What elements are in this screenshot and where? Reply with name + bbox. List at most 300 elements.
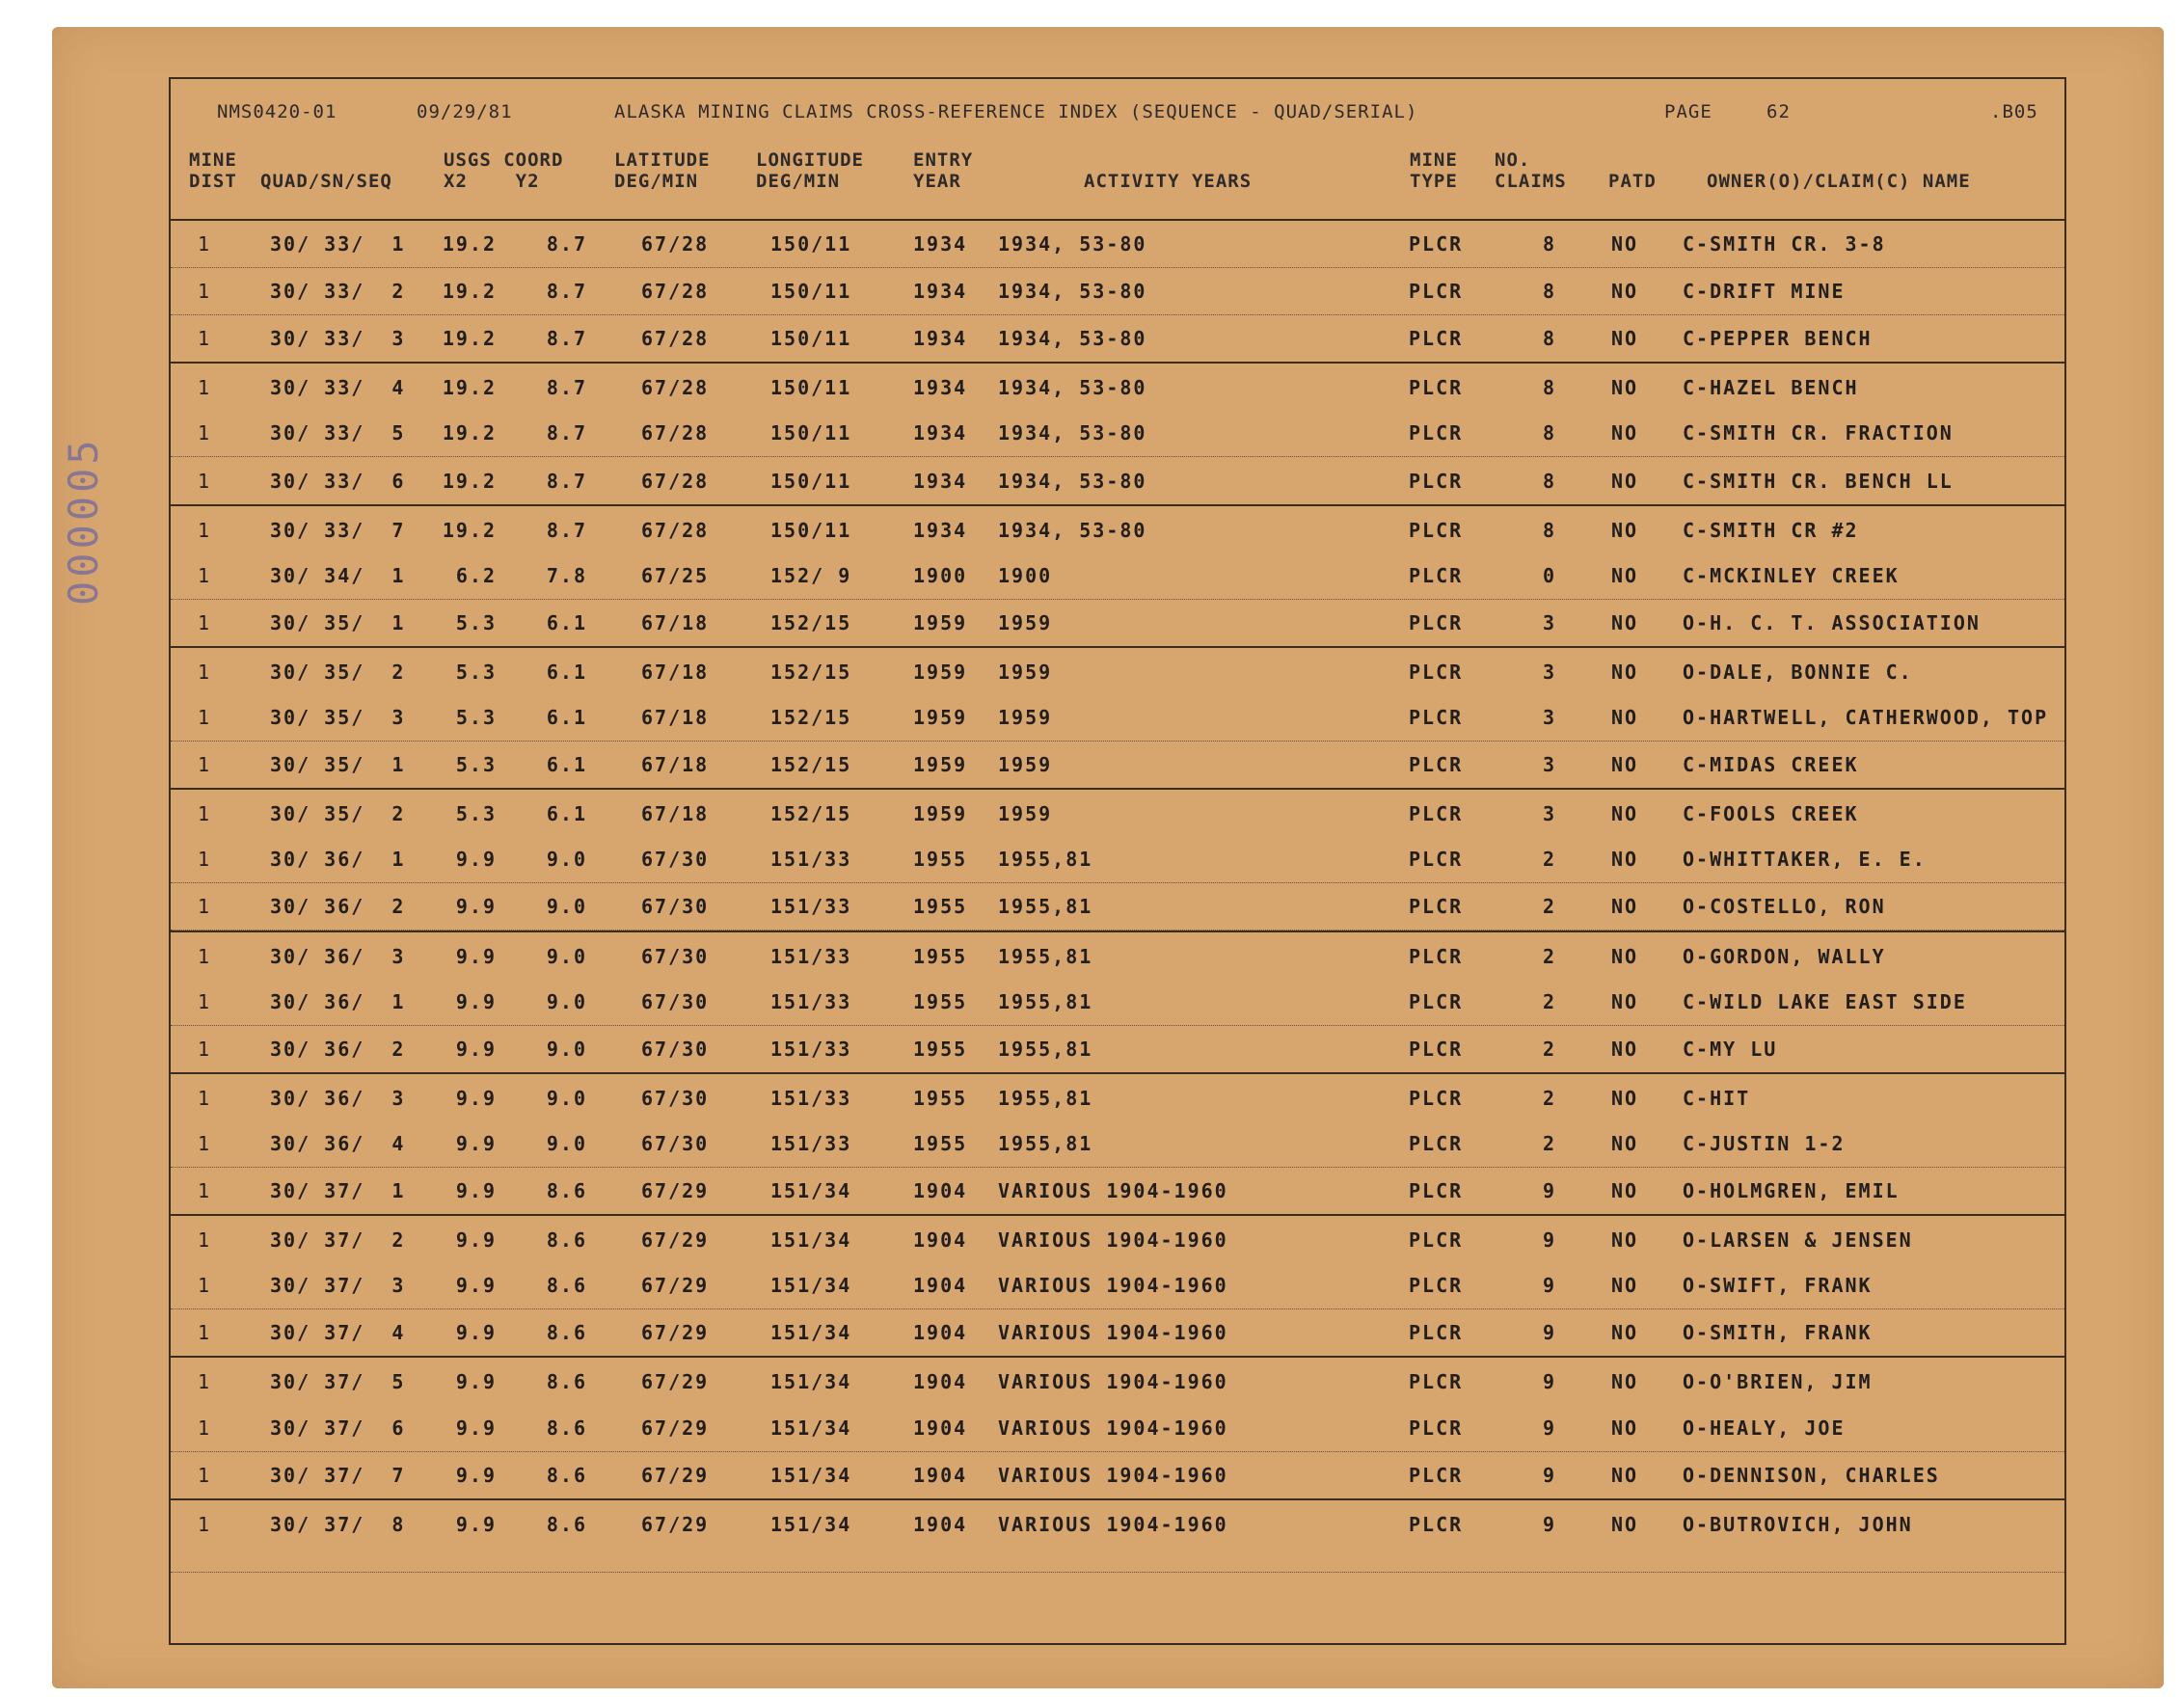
mine-dist: 1 [198, 1512, 212, 1536]
quad-serial: 30/ 36/ 2 [270, 895, 406, 919]
usgs-x2: 19.2 [442, 421, 497, 445]
entry-year: 1934 [913, 280, 968, 304]
entry-year: 1904 [913, 1228, 968, 1253]
owner-claim-name: O-DALE, BONNIE C. [1683, 660, 1913, 684]
claims-count: 9 [1542, 1512, 1557, 1536]
mine-type: PLCR [1409, 280, 1464, 304]
report-date: 09/29/81 [417, 101, 513, 122]
activity-years: 1955,81 [998, 848, 1093, 872]
quad-serial: 30/ 36/ 4 [270, 1131, 406, 1155]
owner-claim-name: O-SWIFT, FRANK [1683, 1274, 1873, 1298]
longitude: 152/ 9 [770, 563, 852, 587]
claims-count: 8 [1542, 327, 1557, 351]
table-row [171, 741, 2064, 789]
mine-dist: 1 [198, 1228, 212, 1253]
col-entry-year: ENTRY YEAR [913, 149, 974, 192]
patented: NO [1611, 753, 1639, 777]
table-row [171, 693, 2064, 742]
table-row [171, 1072, 2064, 1121]
latitude: 67/30 [641, 1086, 710, 1110]
activity-years: VARIOUS 1904-1960 [998, 1179, 1228, 1202]
col-quad: QUAD/SN/SEQ [260, 171, 392, 192]
entry-year: 1955 [913, 895, 968, 919]
claims-count: 9 [1542, 1179, 1557, 1202]
usgs-x2: 6.2 [455, 563, 497, 587]
usgs-y2: 6.1 [546, 660, 587, 684]
quad-serial: 30/ 37/ 1 [270, 1179, 406, 1202]
col-usgs-coord: USGS COORD X2 Y2 [444, 149, 564, 192]
usgs-x2: 9.9 [455, 1086, 497, 1110]
mine-dist: 1 [198, 232, 212, 256]
longitude: 151/33 [770, 1037, 852, 1061]
owner-claim-name: C-MY LU [1683, 1037, 1778, 1061]
longitude: 150/11 [770, 280, 852, 304]
mine-type: PLCR [1409, 1321, 1464, 1345]
owner-claim-name: O-COSTELLO, RON [1683, 895, 1886, 919]
entry-year: 1934 [913, 421, 968, 445]
usgs-x2: 9.9 [455, 895, 497, 919]
mine-type: PLCR [1409, 848, 1464, 872]
claims-count: 8 [1542, 469, 1557, 493]
longitude: 151/34 [770, 1370, 852, 1394]
usgs-y2: 6.1 [546, 802, 587, 826]
longitude: 151/34 [770, 1321, 852, 1345]
usgs-x2: 19.2 [442, 280, 497, 304]
longitude: 151/33 [770, 944, 852, 968]
entry-year: 1955 [913, 1131, 968, 1155]
usgs-y2: 8.7 [546, 421, 587, 445]
entry-year: 1959 [913, 706, 968, 729]
owner-claim-name: C-HAZEL BENCH [1683, 376, 1859, 400]
latitude: 67/28 [641, 421, 710, 445]
entry-year: 1904 [913, 1274, 968, 1298]
latitude: 67/29 [641, 1370, 710, 1394]
latitude: 67/29 [641, 1179, 710, 1202]
owner-claim-name: O-HOLMGREN, EMIL [1683, 1179, 1900, 1202]
usgs-y2: 9.0 [546, 944, 587, 968]
table-row [171, 409, 2064, 457]
owner-claim-name: O-DENNISON, CHARLES [1683, 1463, 1940, 1487]
latitude: 67/30 [641, 944, 710, 968]
page-label: PAGE [1664, 101, 1712, 122]
longitude: 152/15 [770, 802, 852, 826]
owner-claim-name: O-HARTWELL, CATHERWOOD, TOP [1683, 706, 2049, 729]
quad-serial: 30/ 37/ 6 [270, 1416, 406, 1440]
activity-years: VARIOUS 1904-1960 [998, 1512, 1228, 1536]
activity-years: VARIOUS 1904-1960 [998, 1416, 1228, 1440]
usgs-x2: 5.3 [455, 753, 497, 777]
table-row [171, 1025, 2064, 1073]
usgs-x2: 9.9 [455, 1512, 497, 1536]
patented: NO [1611, 421, 1639, 445]
usgs-x2: 5.3 [455, 706, 497, 729]
quad-serial: 30/ 33/ 7 [270, 518, 406, 542]
mine-dist: 1 [198, 1274, 212, 1298]
mine-dist: 1 [198, 1086, 212, 1110]
usgs-y2: 6.1 [546, 706, 587, 729]
patented: NO [1611, 706, 1639, 729]
col-patd: PATD [1608, 171, 1657, 192]
claims-count: 8 [1542, 518, 1557, 542]
page-number: 62 [1766, 101, 1791, 122]
longitude: 152/15 [770, 610, 852, 634]
quad-serial: 30/ 37/ 8 [270, 1512, 406, 1536]
mine-dist: 1 [198, 469, 212, 493]
owner-claim-name: O-HEALY, JOE [1683, 1416, 1846, 1440]
mine-type: PLCR [1409, 1228, 1464, 1253]
usgs-x2: 19.2 [442, 469, 497, 493]
entry-year: 1934 [913, 376, 968, 400]
patented: NO [1611, 1370, 1639, 1394]
mine-dist: 1 [198, 895, 212, 919]
mine-type: PLCR [1409, 989, 1464, 1013]
mine-type: PLCR [1409, 1086, 1464, 1110]
page-stamp: 000005 [60, 436, 107, 606]
mine-type: PLCR [1409, 1274, 1464, 1298]
table-row [171, 552, 2064, 600]
entry-year: 1904 [913, 1463, 968, 1487]
longitude: 150/11 [770, 518, 852, 542]
claims-count: 2 [1542, 989, 1557, 1013]
usgs-y2: 8.6 [546, 1321, 587, 1345]
latitude: 67/28 [641, 327, 710, 351]
activity-years: VARIOUS 1904-1960 [998, 1274, 1228, 1298]
usgs-y2: 8.7 [546, 376, 587, 400]
activity-years: VARIOUS 1904-1960 [998, 1370, 1228, 1394]
patented: NO [1611, 563, 1639, 587]
mine-dist: 1 [198, 610, 212, 634]
mine-type: PLCR [1409, 563, 1464, 587]
entry-year: 1934 [913, 327, 968, 351]
mine-type: PLCR [1409, 376, 1464, 400]
table-row [171, 1404, 2064, 1452]
col-activity-years: ACTIVITY YEARS [1084, 171, 1253, 192]
quad-serial: 30/ 34/ 1 [270, 563, 406, 587]
col-latitude: LATITUDE DEG/MIN [614, 149, 711, 192]
mine-dist: 1 [198, 327, 212, 351]
latitude: 67/25 [641, 563, 710, 587]
latitude: 67/28 [641, 280, 710, 304]
activity-years: 1934, 53-80 [998, 280, 1147, 304]
quad-serial: 30/ 33/ 6 [270, 469, 406, 493]
activity-years: 1955,81 [998, 895, 1093, 919]
latitude: 67/18 [641, 802, 710, 826]
longitude: 151/34 [770, 1416, 852, 1440]
table-row [171, 930, 2064, 980]
col-owner: OWNER(O)/CLAIM(C) NAME [1707, 171, 1971, 192]
patented: NO [1611, 1037, 1639, 1061]
activity-years: 1934, 53-80 [998, 232, 1147, 256]
table-row [171, 362, 2064, 411]
owner-claim-name: C-FOOLS CREEK [1683, 802, 1859, 826]
entry-year: 1955 [913, 848, 968, 872]
patented: NO [1611, 376, 1639, 400]
usgs-y2: 8.7 [546, 327, 587, 351]
patented: NO [1611, 1463, 1639, 1487]
claims-count: 9 [1542, 1416, 1557, 1440]
claims-count: 9 [1542, 1370, 1557, 1394]
longitude: 151/33 [770, 848, 852, 872]
mine-dist: 1 [198, 421, 212, 445]
table-row [171, 457, 2064, 505]
latitude: 67/30 [641, 989, 710, 1013]
mine-dist: 1 [198, 802, 212, 826]
table-row [171, 1261, 2064, 1309]
mine-type: PLCR [1409, 895, 1464, 919]
activity-years: 1959 [998, 753, 1053, 777]
owner-claim-name: O-WHITTAKER, E. E. [1683, 848, 1927, 872]
latitude: 67/29 [641, 1274, 710, 1298]
claims-count: 3 [1542, 753, 1557, 777]
latitude: 67/28 [641, 469, 710, 493]
entry-year: 1934 [913, 232, 968, 256]
owner-claim-name: C-JUSTIN 1-2 [1683, 1131, 1846, 1155]
owner-claim-name: C-SMITH CR #2 [1683, 518, 1859, 542]
table-row [171, 220, 2064, 268]
usgs-y2: 8.7 [546, 232, 587, 256]
latitude: 67/29 [641, 1228, 710, 1253]
owner-claim-name: C-MCKINLEY CREEK [1683, 563, 1900, 587]
usgs-y2: 9.0 [546, 1086, 587, 1110]
entry-year: 1955 [913, 944, 968, 968]
mine-type: PLCR [1409, 327, 1464, 351]
quad-serial: 30/ 37/ 7 [270, 1463, 406, 1487]
usgs-y2: 9.0 [546, 848, 587, 872]
table-row [171, 1356, 2064, 1405]
activity-years: VARIOUS 1904-1960 [998, 1463, 1228, 1487]
usgs-y2: 9.0 [546, 1131, 587, 1155]
longitude: 150/11 [770, 232, 852, 256]
mine-dist: 1 [198, 753, 212, 777]
latitude: 67/18 [641, 610, 710, 634]
table-row [171, 835, 2064, 883]
patented: NO [1611, 610, 1639, 634]
activity-years: 1955,81 [998, 1037, 1093, 1061]
latitude: 67/29 [641, 1463, 710, 1487]
activity-years: 1959 [998, 706, 1053, 729]
quad-serial: 30/ 35/ 1 [270, 753, 406, 777]
latitude: 67/30 [641, 895, 710, 919]
longitude: 150/11 [770, 376, 852, 400]
owner-claim-name: C-HIT [1683, 1086, 1751, 1110]
usgs-x2: 9.9 [455, 944, 497, 968]
mine-type: PLCR [1409, 660, 1464, 684]
usgs-y2: 8.6 [546, 1370, 587, 1394]
patented: NO [1611, 232, 1639, 256]
quad-serial: 30/ 36/ 3 [270, 1086, 406, 1110]
report-id: NMS0420-01 [217, 101, 337, 122]
activity-years: 1955,81 [998, 989, 1093, 1013]
owner-claim-name: C-SMITH CR. BENCH LL [1683, 469, 1954, 493]
patented: NO [1611, 660, 1639, 684]
quad-serial: 30/ 33/ 5 [270, 421, 406, 445]
mine-type: PLCR [1409, 1416, 1464, 1440]
usgs-y2: 9.0 [546, 895, 587, 919]
usgs-x2: 19.2 [442, 518, 497, 542]
longitude: 151/33 [770, 1131, 852, 1155]
claims-count: 0 [1542, 563, 1557, 587]
mine-type: PLCR [1409, 232, 1464, 256]
patented: NO [1611, 1131, 1639, 1155]
entry-year: 1934 [913, 518, 968, 542]
owner-claim-name: O-LARSEN & JENSEN [1683, 1228, 1913, 1253]
latitude: 67/30 [641, 1037, 710, 1061]
owner-claim-name: C-SMITH CR. FRACTION [1683, 421, 1954, 445]
activity-years: 1955,81 [998, 1131, 1093, 1155]
patented: NO [1611, 1512, 1639, 1536]
claims-count: 2 [1542, 1086, 1557, 1110]
claims-count: 3 [1542, 610, 1557, 634]
claims-count: 2 [1542, 895, 1557, 919]
quad-serial: 30/ 37/ 5 [270, 1370, 406, 1394]
claims-count: 8 [1542, 232, 1557, 256]
entry-year: 1934 [913, 469, 968, 493]
patented: NO [1611, 280, 1639, 304]
patented: NO [1611, 895, 1639, 919]
mine-dist: 1 [198, 1416, 212, 1440]
latitude: 67/28 [641, 232, 710, 256]
mine-dist: 1 [198, 848, 212, 872]
claims-count: 2 [1542, 1131, 1557, 1155]
claims-count: 9 [1542, 1274, 1557, 1298]
usgs-y2: 9.0 [546, 1037, 587, 1061]
latitude: 67/29 [641, 1321, 710, 1345]
quad-serial: 30/ 35/ 2 [270, 660, 406, 684]
entry-year: 1959 [913, 660, 968, 684]
usgs-x2: 9.9 [455, 1416, 497, 1440]
longitude: 151/33 [770, 1086, 852, 1110]
claims-count: 3 [1542, 802, 1557, 826]
patented: NO [1611, 518, 1639, 542]
table-row [171, 314, 2064, 363]
activity-years: 1934, 53-80 [998, 376, 1147, 400]
activity-years: 1955,81 [998, 944, 1093, 968]
mine-type: PLCR [1409, 1512, 1464, 1536]
table-row [171, 504, 2064, 553]
patented: NO [1611, 1274, 1639, 1298]
owner-claim-name: O-BUTROVICH, JOHN [1683, 1512, 1913, 1536]
longitude: 151/34 [770, 1463, 852, 1487]
usgs-y2: 8.7 [546, 518, 587, 542]
mine-dist: 1 [198, 706, 212, 729]
usgs-x2: 5.3 [455, 660, 497, 684]
latitude: 67/30 [641, 1131, 710, 1155]
usgs-y2: 8.6 [546, 1274, 587, 1298]
activity-years: 1934, 53-80 [998, 327, 1147, 351]
mine-dist: 1 [198, 1179, 212, 1202]
quad-serial: 30/ 33/ 2 [270, 280, 406, 304]
claims-count: 8 [1542, 421, 1557, 445]
entry-year: 1900 [913, 563, 968, 587]
report-title: ALASKA MINING CLAIMS CROSS-REFERENCE INDEX (SEQUENCE - QUAD/SERIAL) [614, 101, 1418, 122]
mine-dist: 1 [198, 1463, 212, 1487]
mine-type: PLCR [1409, 1131, 1464, 1155]
mine-type: PLCR [1409, 1370, 1464, 1394]
quad-serial: 30/ 36/ 1 [270, 989, 406, 1013]
usgs-x2: 9.9 [455, 848, 497, 872]
usgs-y2: 8.7 [546, 469, 587, 493]
usgs-x2: 9.9 [455, 1228, 497, 1253]
owner-claim-name: C-WILD LAKE EAST SIDE [1683, 989, 1967, 1013]
usgs-x2: 9.9 [455, 1370, 497, 1394]
table-row [171, 882, 2064, 930]
mine-dist: 1 [198, 1321, 212, 1345]
quad-serial: 30/ 35/ 1 [270, 610, 406, 634]
table-row [171, 1167, 2064, 1215]
owner-claim-name: C-MIDAS CREEK [1683, 753, 1859, 777]
claims-count: 3 [1542, 706, 1557, 729]
mine-type: PLCR [1409, 1463, 1464, 1487]
owner-claim-name: C-DRIFT MINE [1683, 280, 1846, 304]
activity-years: 1934, 53-80 [998, 518, 1147, 542]
usgs-x2: 9.9 [455, 1037, 497, 1061]
owner-claim-name: O-O'BRIEN, JIM [1683, 1370, 1873, 1394]
table-row [171, 788, 2064, 837]
mine-dist: 1 [198, 563, 212, 587]
table-row [171, 978, 2064, 1026]
mine-dist: 1 [198, 1037, 212, 1061]
col-dist: MINE DIST [189, 149, 237, 192]
footer-rule [171, 1572, 2064, 1574]
usgs-y2: 6.1 [546, 610, 587, 634]
table-row [171, 1451, 2064, 1499]
longitude: 152/15 [770, 660, 852, 684]
col-claims: NO. CLAIMS [1495, 149, 1567, 192]
longitude: 152/15 [770, 706, 852, 729]
mine-dist: 1 [198, 518, 212, 542]
longitude: 150/11 [770, 327, 852, 351]
owner-claim-name: C-PEPPER BENCH [1683, 327, 1873, 351]
activity-years: 1955,81 [998, 1086, 1093, 1110]
activity-years: VARIOUS 1904-1960 [998, 1228, 1228, 1253]
table-row [171, 599, 2064, 647]
entry-year: 1959 [913, 802, 968, 826]
latitude: 67/18 [641, 660, 710, 684]
owner-claim-name: O-GORDON, WALLY [1683, 944, 1886, 968]
entry-year: 1955 [913, 1037, 968, 1061]
mine-dist: 1 [198, 989, 212, 1013]
claims-count: 3 [1542, 660, 1557, 684]
patented: NO [1611, 1179, 1639, 1202]
usgs-y2: 8.6 [546, 1228, 587, 1253]
usgs-x2: 9.9 [455, 1321, 497, 1345]
quad-serial: 30/ 37/ 3 [270, 1274, 406, 1298]
longitude: 151/33 [770, 989, 852, 1013]
owner-claim-name: C-SMITH CR. 3-8 [1683, 232, 1886, 256]
table-row [171, 1214, 2064, 1263]
table-row [171, 267, 2064, 315]
entry-year: 1959 [913, 753, 968, 777]
entry-year: 1904 [913, 1321, 968, 1345]
entry-year: 1955 [913, 989, 968, 1013]
activity-years: VARIOUS 1904-1960 [998, 1321, 1228, 1345]
latitude: 67/29 [641, 1416, 710, 1440]
usgs-y2: 7.8 [546, 563, 587, 587]
mine-dist: 1 [198, 1131, 212, 1155]
quad-serial: 30/ 36/ 2 [270, 1037, 406, 1061]
table-row [171, 1308, 2064, 1357]
mine-type: PLCR [1409, 944, 1464, 968]
longitude: 151/34 [770, 1179, 852, 1202]
patented: NO [1611, 1228, 1639, 1253]
usgs-y2: 8.6 [546, 1416, 587, 1440]
table-row [171, 646, 2064, 695]
usgs-x2: 19.2 [442, 327, 497, 351]
latitude: 67/28 [641, 376, 710, 400]
usgs-y2: 8.7 [546, 280, 587, 304]
patented: NO [1611, 469, 1639, 493]
latitude: 67/30 [641, 848, 710, 872]
